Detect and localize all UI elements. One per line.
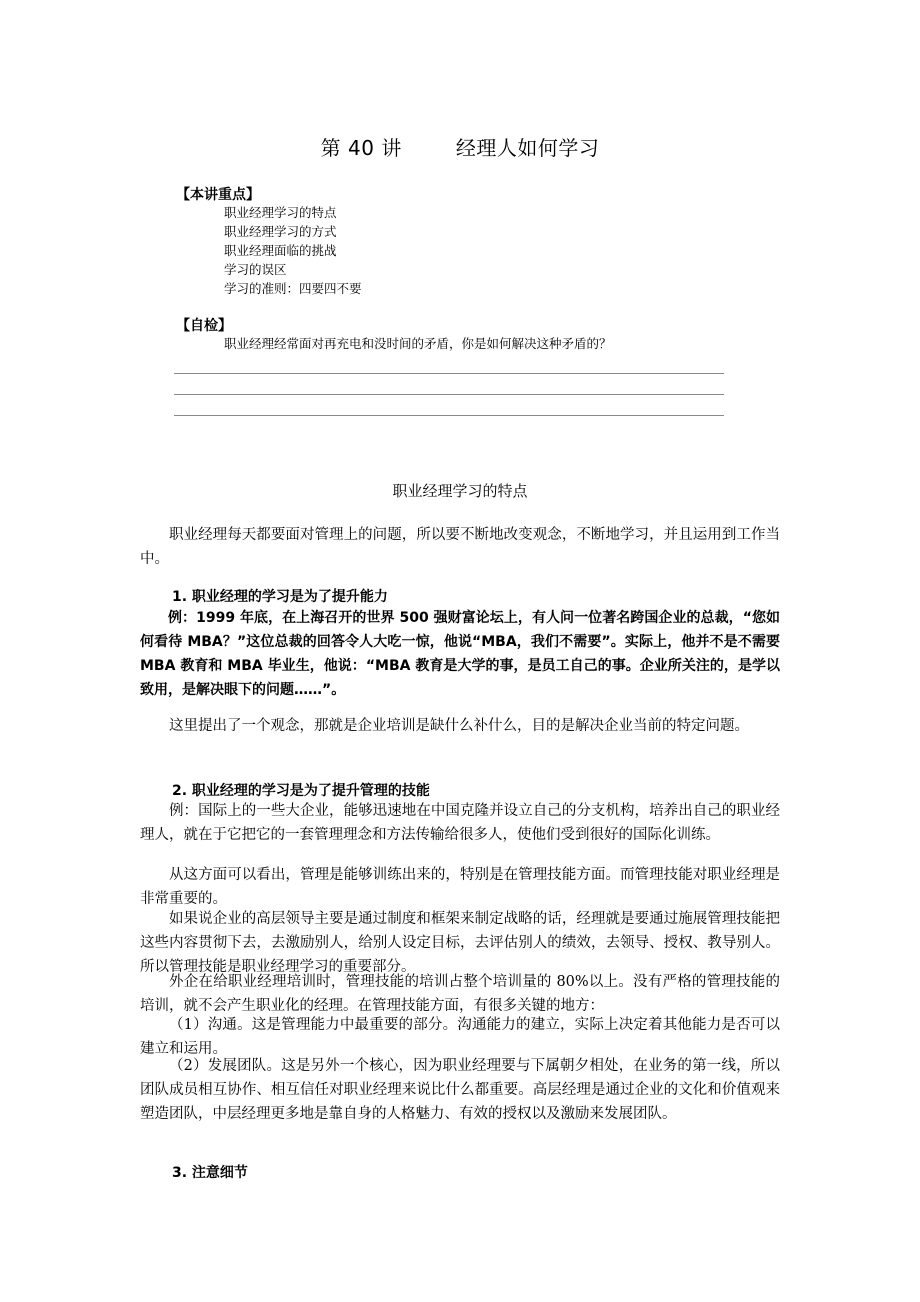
key-points-label: 【本讲重点】 xyxy=(176,187,260,203)
key-point-item: 职业经理学习的特点 xyxy=(224,205,337,220)
self-check-question: 职业经理经常面对再充电和没时间的矛盾，你是如何解决这种矛盾的？ xyxy=(224,336,612,351)
intro-paragraph: 职业经理每天都要面对管理上的问题，所以要不断地改变观念，不断地学习，并且运用到工作当中。 xyxy=(140,527,780,567)
note-paragraph: 这里提出了一个观念，那就是企业培训是缺什么补什么，目的是解决企业当前的特定问题。 xyxy=(169,718,749,734)
answer-line xyxy=(174,373,724,374)
body-paragraph: 例：国际上的一些大企业，能够迅速地在中国克隆并设立自己的分支机构，培养出自己的职业经理人，就在于它把它的一套管理理念和方法传输给很多人，使他们受到很好的国际化训练。 xyxy=(140,803,780,843)
lecture-title-text: 经理人如何学习 xyxy=(455,136,600,160)
key-point-item: 职业经理学习的方式 xyxy=(224,224,337,239)
body-paragraph: 从这方面可以看出，管理是能够训练出来的，特别是在管理技能方面。而管理技能对职业经理是非常重要的。 xyxy=(140,867,780,907)
self-check-label: 【自检】 xyxy=(176,318,232,334)
example-paragraph: 例：1999 年底，在上海召开的世界 500 强财富论坛上，有人问一位著名跨国企业的总裁，“您如何看待 MBA？”这位总裁的回答令人大吃一惊，他说“MBA，我们不需要”。实际上，他并不是不需要 MBA 教育和 MBA 毕业生，他说：“MBA 教育是大学的事，是员工自己的事。企业所关注的，是学以致用，是解决眼下的问题……”。 xyxy=(140,610,780,698)
lecture-title xyxy=(0,132,920,161)
subsection-3-heading: 3. 注意细节 xyxy=(172,1165,248,1181)
body-paragraph: （2）发展团队。这是另外一个核心，因为职业经理要与下属朝夕相处，在业务的第一线，所以团队成员相互协作、相互信任对职业经理来说比什么都重要。高层经理是通过企业的文化和价值观来塑造团队，中层经理更多地是靠自身的人格魅力、有效的授权以及激励来发展团队。 xyxy=(140,1058,780,1122)
section-heading: 职业经理学习的特点 xyxy=(392,482,528,500)
key-point-item: 职业经理面临的挑战 xyxy=(224,243,337,258)
body-paragraph: （1）沟通。这是管理能力中最重要的部分。沟通能力的建立，实际上决定着其他能力是否可以建立和运用。 xyxy=(140,1017,780,1057)
key-point-item: 学习的准则：四要四不要 xyxy=(224,281,362,296)
lecture-number: 第 40 讲 xyxy=(320,136,402,160)
body-paragraph: 外企在给职业经理培训时，管理技能的培训占整个培训量的 80%以上。没有严格的管理技能的培训，就不会产生职业化的经理。在管理技能方面，有很多关键的地方： xyxy=(140,974,780,1014)
subsection-1-heading: 1. 职业经理的学习是为了提升能力 xyxy=(172,589,388,605)
subsection-2-heading: 2. 职业经理的学习是为了提升管理的技能 xyxy=(172,783,430,799)
answer-line xyxy=(174,394,724,395)
key-point-item: 学习的误区 xyxy=(224,262,287,277)
body-paragraph: 如果说企业的高层领导主要是通过制度和框架来制定战略的话，经理就是要通过施展管理技能把这些内容贯彻下去，去激励别人，给别人设定目标，去评估别人的绩效，去领导、授权、教导别人。所以管理技能是职业经理学习的重要部分。 xyxy=(140,911,780,975)
answer-line xyxy=(174,415,724,416)
